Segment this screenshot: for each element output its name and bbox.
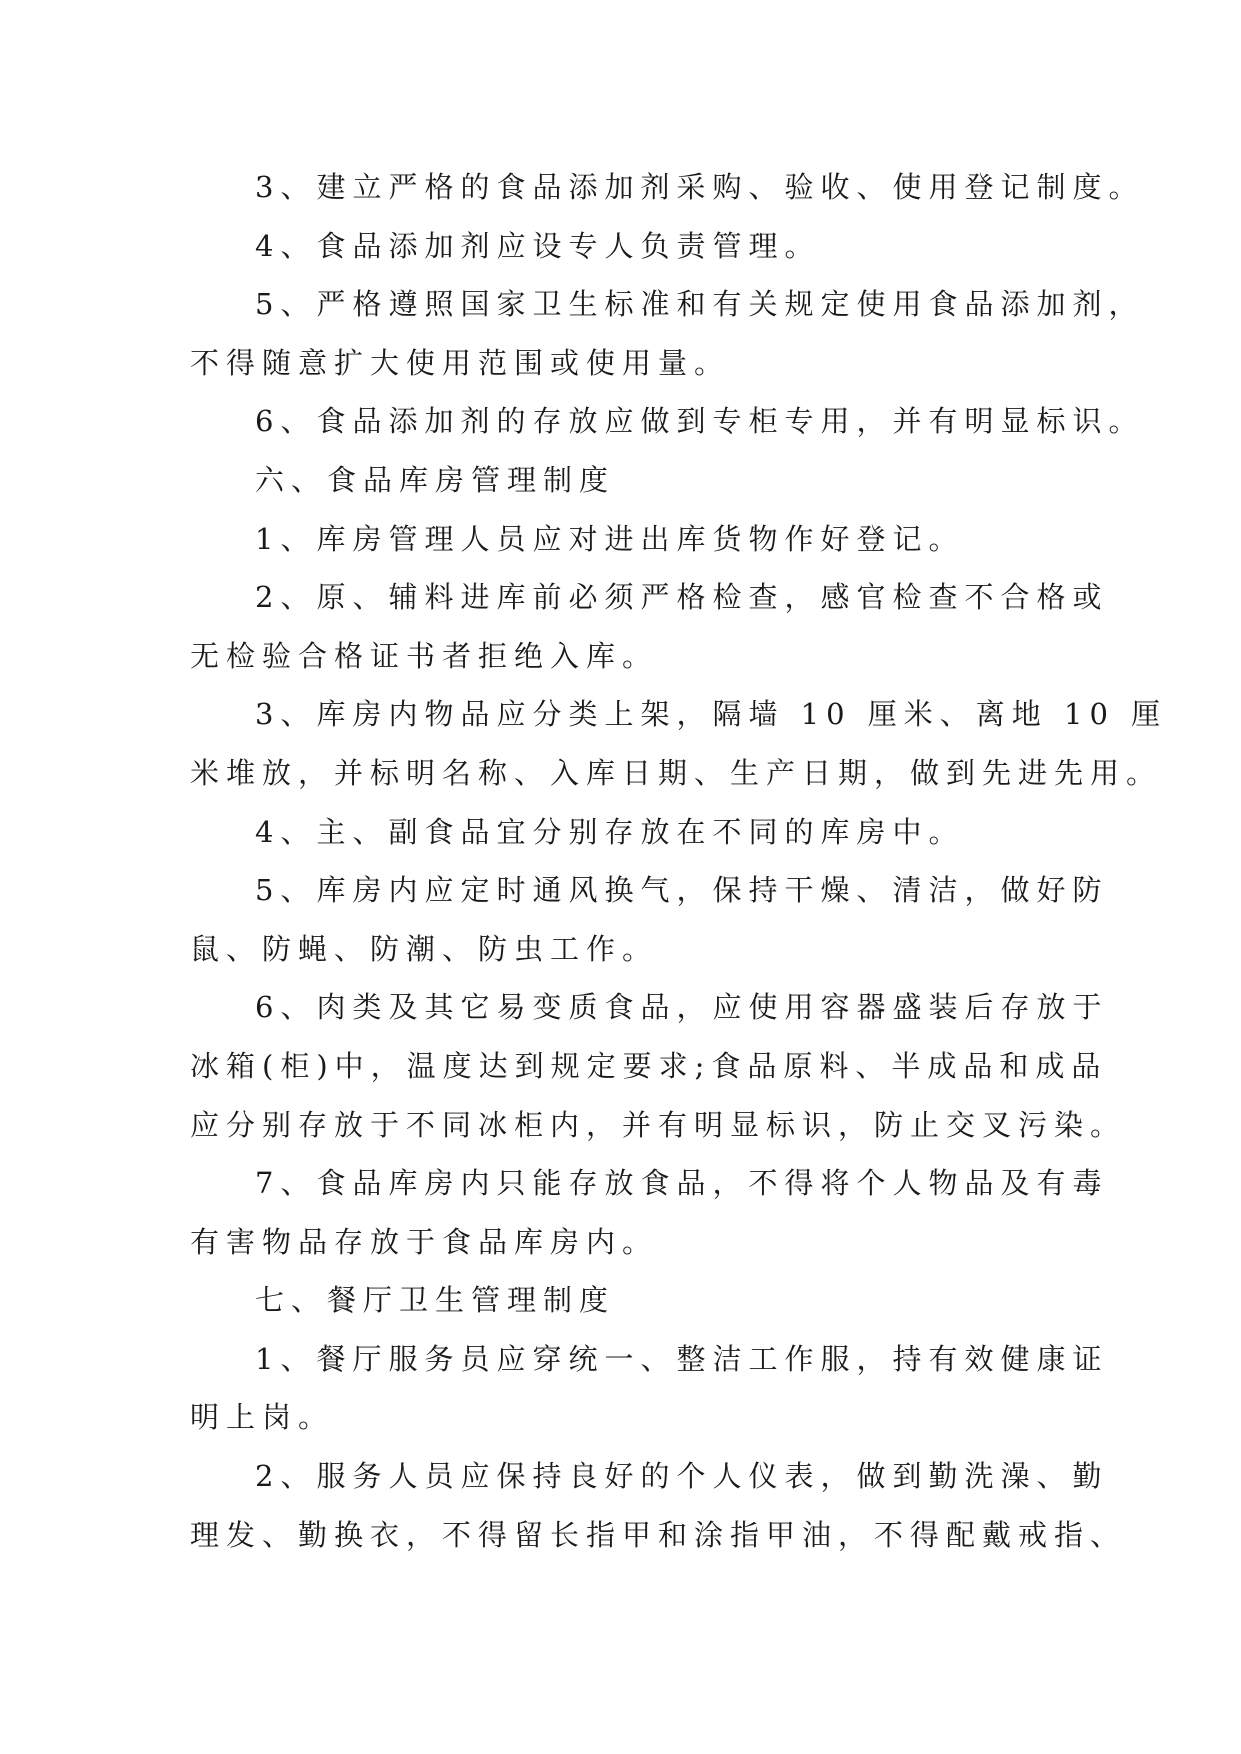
text-line: 不得随意扩大使用范围或使用量。: [190, 345, 731, 380]
text-line: 4、食品添加剂应设专人负责管理。: [255, 228, 821, 263]
text-line: 应分别存放于不同冰柜内，并有明显标识，防止交叉污染。: [190, 1107, 1127, 1142]
text-line: 5、库房内应定时通风换气，保持干燥、清洁，做好防: [255, 873, 1109, 908]
section-heading: 七、餐厅卫生管理制度: [255, 1283, 616, 1318]
text-line: 冰箱(柜)中，温度达到规定要求;食品原料、半成品和成品: [190, 1048, 1108, 1083]
text-line: 5、严格遵照国家卫生标准和有关规定使用食品添加剂，: [255, 287, 1145, 322]
text-line: 2、服务人员应保持良好的个人仪表，做到勤洗澡、勤: [255, 1459, 1109, 1494]
text-line: 无检验合格证书者拒绝入库。: [190, 638, 659, 673]
text-line: 有害物品存放于食品库房内。: [190, 1224, 659, 1259]
text-line: 鼠、防蝇、防潮、防虫工作。: [190, 931, 659, 966]
text-line: 6、肉类及其它易变质食品，应使用容器盛装后存放于: [255, 990, 1109, 1025]
text-line: 1、餐厅服务员应穿统一、整洁工作服，持有效健康证: [255, 1341, 1109, 1376]
text-line: 7、食品库房内只能存放食品，不得将个人物品及有毒: [255, 1166, 1109, 1201]
section-heading: 六、食品库房管理制度: [255, 462, 616, 497]
text-line: 3、建立严格的食品添加剂采购、验收、使用登记制度。: [255, 170, 1145, 204]
text-line: 理发、勤换衣，不得留长指甲和涂指甲油，不得配戴戒指、: [190, 1517, 1127, 1552]
text-line: 4、主、副食品宜分别存放在不同的库房中。: [255, 814, 965, 849]
text-line: 明上岗。: [190, 1400, 335, 1435]
text-line: 3、库房内物品应分类上架，隔墙 10 厘米、离地 10 厘: [255, 697, 1168, 732]
text-line: 1、库房管理人员应对进出库货物作好登记。: [255, 521, 965, 556]
document-body: [190, 158, 1168, 1564]
text-line: 2、原、辅料进库前必须严格检查，感官检查不合格或: [255, 580, 1109, 615]
text-line: 米堆放，并标明名称、入库日期、生产日期，做到先进先用。: [190, 755, 1163, 790]
text-line: 6、食品添加剂的存放应做到专柜专用，并有明显标识。: [255, 404, 1145, 439]
